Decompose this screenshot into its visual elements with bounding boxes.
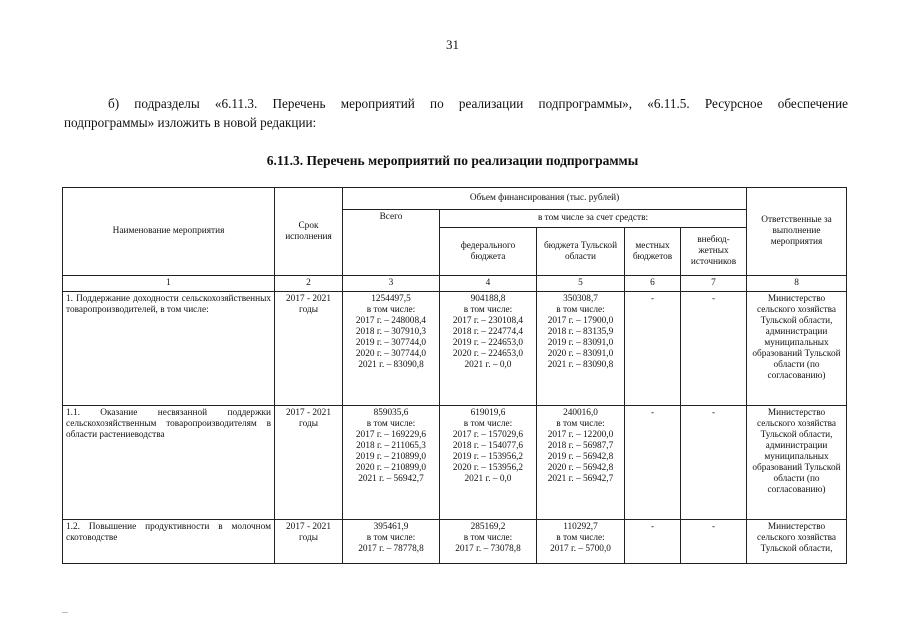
funding-total — [343, 292, 440, 406]
page-number: 31 — [446, 37, 459, 52]
value-line: 2019 г. – 210899,0 — [355, 452, 427, 462]
header-including: в том числе за счет средств: — [440, 210, 747, 228]
value-line: 2020 г. – 153956,2 — [452, 463, 524, 473]
value-line: 2017 г. – 5700,0 — [550, 544, 611, 554]
column-number: 5 — [537, 276, 625, 292]
scan-mark — [62, 612, 68, 613]
activity-term: 2017 - 2021 годы — [275, 292, 343, 406]
funding-regional — [537, 520, 625, 564]
header-regional: бюджета Тульской области — [537, 228, 625, 276]
value-line: в том числе: — [556, 305, 605, 315]
intro-line-1: б) подразделы «6.11.3. Перечень мероприятий по реализации подпрограммы», «6.11.5. Ресурсное обеспечение — [108, 96, 848, 111]
value-line: в том числе: — [366, 419, 416, 429]
funding-extra: - — [681, 292, 747, 406]
value-line: 1254497,5 — [371, 294, 411, 304]
activity-name: 1.2. Повышение продуктивности в молочном скотоводстве — [63, 520, 275, 564]
value-line: 2017 г. – 73078,8 — [455, 544, 521, 554]
value-line: 2018 г. – 211065,3 — [356, 441, 426, 451]
header-name: Наименование мероприятия — [63, 188, 275, 276]
value-line: 395461,9 — [373, 522, 409, 532]
column-number: 6 — [625, 276, 681, 292]
column-number-row — [63, 276, 847, 292]
activity-name: 1. Поддержание доходности сельскохозяйственных товаропроизводителей, в том числе: — [63, 292, 275, 406]
header-funding: Объем финансирования (тыс. рублей) — [343, 188, 747, 210]
value-line: в том числе: — [463, 419, 513, 429]
value-line: 2019 г. – 153956,2 — [452, 452, 524, 462]
value-line: 2017 г. – 12200,0 — [547, 430, 614, 440]
column-number: 8 — [747, 276, 847, 292]
funding-total — [343, 406, 440, 520]
value-line: 2020 г. – 56942,8 — [547, 463, 614, 473]
value-line: 859035,6 — [373, 408, 409, 418]
header-federal: федерального бюджета — [440, 228, 537, 276]
section-title: 6.11.3. Перечень мероприятий по реализации подпрограммы — [266, 153, 639, 168]
table-row — [63, 292, 847, 406]
responsible-party: Министерство сельского хозяйства Тульской области, — [747, 520, 847, 564]
value-line: в том числе: — [556, 419, 605, 429]
value-line: 2018 г. – 154077,6 — [452, 441, 524, 451]
value-line: 2017 г. – 78778,8 — [358, 544, 424, 554]
funding-federal — [440, 292, 537, 406]
table-row — [63, 406, 847, 520]
value-line: 2019 г. – 307744,0 — [355, 338, 427, 348]
value-line: 2017 г. – 230108,4 — [452, 316, 524, 326]
table-row — [63, 520, 847, 564]
funding-local: - — [625, 292, 681, 406]
value-line: в том числе: — [366, 305, 416, 315]
header-local: местных бюджетов — [625, 228, 681, 276]
value-line: в том числе: — [463, 305, 513, 315]
column-number: 7 — [681, 276, 747, 292]
value-line: в том числе: — [556, 533, 605, 543]
column-number: 3 — [343, 276, 440, 292]
value-line: в том числе: — [463, 533, 513, 543]
responsible-party: Министерство сельского хозяйства Тульской области, администрации муниципальных образований Тульской области (по согласованию) — [747, 292, 847, 406]
value-line: 2021 г. – 83090,8 — [547, 360, 614, 370]
value-line: 2021 г. – 0,0 — [464, 360, 512, 370]
value-line: 2020 г. – 210899,0 — [355, 463, 427, 473]
value-line: 2018 г. – 83135,9 — [547, 327, 614, 337]
header-term: Срок исполнения — [275, 188, 343, 276]
value-line: 240016,0 — [563, 408, 598, 418]
value-line: в том числе: — [366, 533, 416, 543]
funding-federal — [440, 520, 537, 564]
value-line: 2018 г. – 224774,4 — [452, 327, 524, 337]
header-extra: внебюд-жетных источников — [681, 228, 747, 276]
value-line: 2018 г. – 307910,3 — [355, 327, 427, 337]
value-line: 2019 г. – 56942,8 — [547, 452, 614, 462]
intro-line-2: подпрограммы» изложить в новой редакции: — [64, 115, 317, 130]
activities-table — [62, 187, 847, 564]
value-line: 2017 г. – 169229,6 — [355, 430, 427, 440]
funding-local: - — [625, 406, 681, 520]
value-line: 2017 г. – 157029,6 — [452, 430, 524, 440]
value-line: 2017 г. – 248008,4 — [355, 316, 427, 326]
value-line: 2019 г. – 83091,0 — [547, 338, 614, 348]
funding-regional — [537, 292, 625, 406]
column-number: 2 — [275, 276, 343, 292]
column-number: 1 — [63, 276, 275, 292]
value-line: 2020 г. – 307744,0 — [355, 349, 427, 359]
responsible-party: Министерство сельского хозяйства Тульской области, администрации муниципальных образований Тульской области (по согласованию) — [747, 406, 847, 520]
funding-extra: - — [681, 520, 747, 564]
funding-federal — [440, 406, 537, 520]
value-line: 2021 г. – 0,0 — [464, 474, 512, 484]
value-line: 2018 г. – 56987,7 — [547, 441, 614, 451]
activity-name: 1.1. Оказание несвязанной поддержки сельскохозяйственным товаропроизводителям в области растениеводства — [63, 406, 275, 520]
value-line: 2017 г. – 17900,0 — [547, 316, 614, 326]
value-line: 904188,8 — [470, 294, 506, 304]
value-line: 2021 г. – 56942,7 — [358, 474, 424, 484]
intro-paragraph — [64, 94, 848, 132]
value-line: 110292,7 — [563, 522, 598, 532]
activity-term: 2017 - 2021 годы — [275, 406, 343, 520]
funding-extra: - — [681, 406, 747, 520]
funding-total — [343, 520, 440, 564]
funding-regional — [537, 406, 625, 520]
activity-term: 2017 - 2021 годы — [275, 520, 343, 564]
value-line: 350308,7 — [563, 294, 598, 304]
value-line: 285169,2 — [470, 522, 506, 532]
value-line: 619019,6 — [470, 408, 506, 418]
column-number: 4 — [440, 276, 537, 292]
value-line: 2020 г. – 224653,0 — [452, 349, 524, 359]
value-line: 2020 г. – 83091,0 — [547, 349, 614, 359]
value-line: 2019 г. – 224653,0 — [452, 338, 524, 348]
funding-local: - — [625, 520, 681, 564]
header-responsible: Ответственные за выполнение мероприятия — [747, 188, 847, 276]
header-total: Всего — [343, 210, 440, 276]
value-line: 2021 г. – 56942,7 — [547, 474, 614, 484]
value-line: 2021 г. – 83090,8 — [358, 360, 424, 370]
